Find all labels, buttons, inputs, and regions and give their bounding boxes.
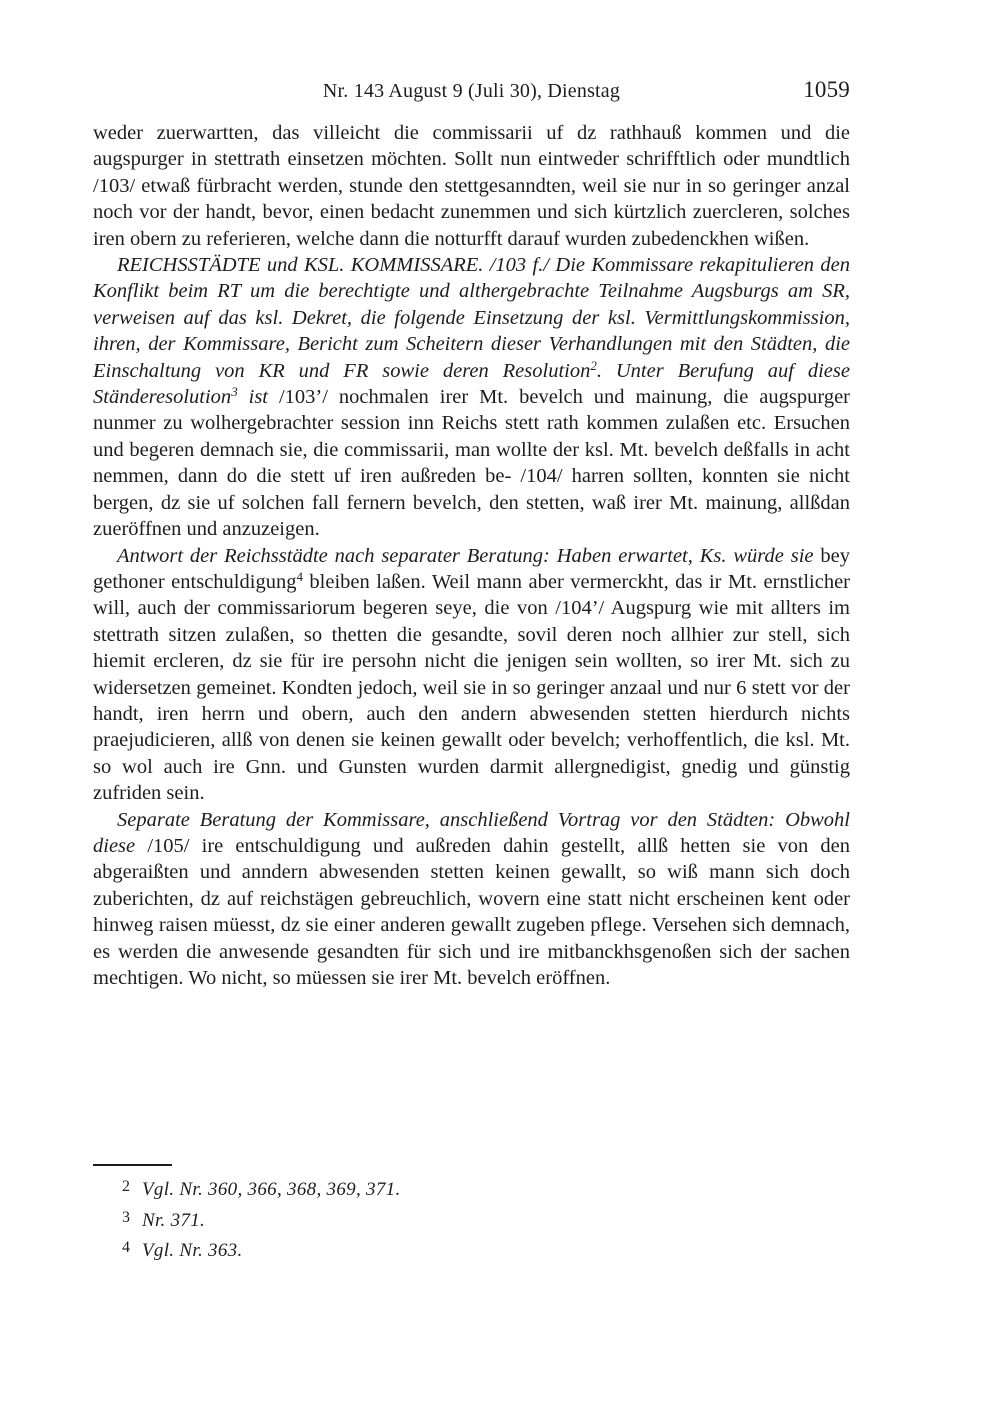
footnote-marker: 3 [122, 1208, 130, 1226]
paragraph [93, 252, 850, 542]
paragraph [93, 807, 850, 992]
paragraph [93, 120, 850, 252]
footnote-text: Vgl. Nr. 360, 366, 368, 369, 371. [142, 1179, 401, 1200]
page-header [93, 77, 850, 103]
text-run: /103’/ nochmalen irer Mt. bevelch und mainung, die augspurger nunmer zu wolhergebrachter session inn Reichs stett rath kommen zulaßen etc. Ersuchen und begeren demnach sie, die commissarii, man wollte der ksl. Mt. bevelch deßfalls in acht nemmen, dann do die stett uf iren außreden be- /104/ harren sollten, konnten sie nicht bergen, dz sie uf solchen fall fernern bevelch, den stetten, waß irer Mt. mainung, allßdan zueröffnen und anzuzeigen. [93, 386, 851, 541]
page-number: 1059 [803, 77, 850, 102]
text-run: weder zuerwartten, das villeicht die commissarii uf dz rathhauß kommen und die augspurger in stettrath einsetzen möchten. Sollt nun eintweder schrifftlich oder mundtlich /103/ etwaß fürbracht werden, stunde den stettgesanndten, weil sie nur in so geringer anzal noch vor der handt, bevor, einen bedacht zunemmen und sich kürtzlich zuercleren, solches iren obern zu referieren, welche dann die notturfft darauf wurden zubedenckhen wißen. [93, 122, 850, 250]
text-run: bleiben laßen. Weil mann aber vermerckht, das ir Mt. ernstlicher will, auch der commissariorum begeren seye, die von /104’/ Augspurg wie mit allters im stettrath sitzen zulaßen, so thetten die gesandte, sovil deren noch allhier zur stell, sich hiemit ercleren, dz sie für ire persohn nicht die jenigen sein wollten, so irer Mt. sich zu widersetzen gemeinet. Kondten jedoch, weil sie in so geringer anzaal und nur 6 stett vor der handt, iren herrn und obern, auch den andern abwesenden stetten hierdurch nichts praejudicieren, allß von denen sie keinen gewallt oder bevelch; verhoffentlich, die ksl. Mt. so wol auch ire Gnn. und Gunsten wurden darmit allergnedigist, gnedig und günstig zufriden sein. [93, 570, 850, 805]
footnote-marker: 4 [122, 1239, 130, 1256]
footnote [93, 1234, 850, 1265]
text-run: Antwort der Reichsstädte nach separater Beratung: Haben erwartet, Ks. würde sie [117, 544, 821, 567]
paragraph [93, 543, 850, 807]
text-run: /105/ ire entschuldigung und außreden dahin gestellt, allß hetten sie von den abgeraißten und anndern abwesenden stetten keinen gewallt, so wiß mann sich doch zuberichten, dz auf reichstägen gebreuchlich, wovern eine statt nicht erscheinen kent oder hinweg raisen müesst, dz sie einer anderen gewallt zugeben pflege. Versehen sich demnach, es werden die anwesende gesandten für sich und ire mitbanckhsgenoßen sich der sachen mechtigen. Wo nicht, so müessen sie irer Mt. bevelch eröffnen. [93, 834, 850, 989]
footnote-text: Vgl. Nr. 363. [142, 1240, 243, 1261]
footnote-text: Nr. 371. [142, 1209, 206, 1231]
footnote [93, 1204, 850, 1235]
text-run: Separate Beratung der Kommissare, anschließend Vortrag vor den Städten: Obwohl diese [93, 808, 850, 857]
footnote-reference: 4 [296, 568, 303, 584]
footnote-reference: 2 [590, 357, 597, 373]
running-title: Nr. 143 August 9 (Juli 30), Dienstag [322, 80, 621, 102]
text-run: REICHSSTÄDTE und KSL. KOMMISSARE. /103 f./ Die Kommissare rekapitulieren den Konflikt beim RT um die berechtigte und althergebrachte Teilnahme Augsburgs am SR, verweisen auf das ksl. Dekret, die folgende Einsetzung der ksl. Vermittlungskommission, ihren, der Kommissare, Bericht zum Scheitern dieser Verhandlungen mit den Städten, die Einschaltung von KR und FR sowie deren Resolution [93, 254, 850, 382]
footnote-reference: 3 [231, 384, 238, 400]
text-run: ist [237, 386, 279, 409]
footnote-list [93, 1173, 850, 1265]
footnote [93, 1173, 850, 1204]
body-text [93, 120, 850, 991]
footnotes-section [93, 1164, 850, 1265]
text-run: . Unter Berufung auf diese Ständeresolution [93, 359, 850, 409]
footnote-marker: 2 [122, 1178, 130, 1195]
text-run: bey gethoner entschuldigung [93, 544, 850, 593]
footnote-separator-rule [93, 1164, 172, 1166]
